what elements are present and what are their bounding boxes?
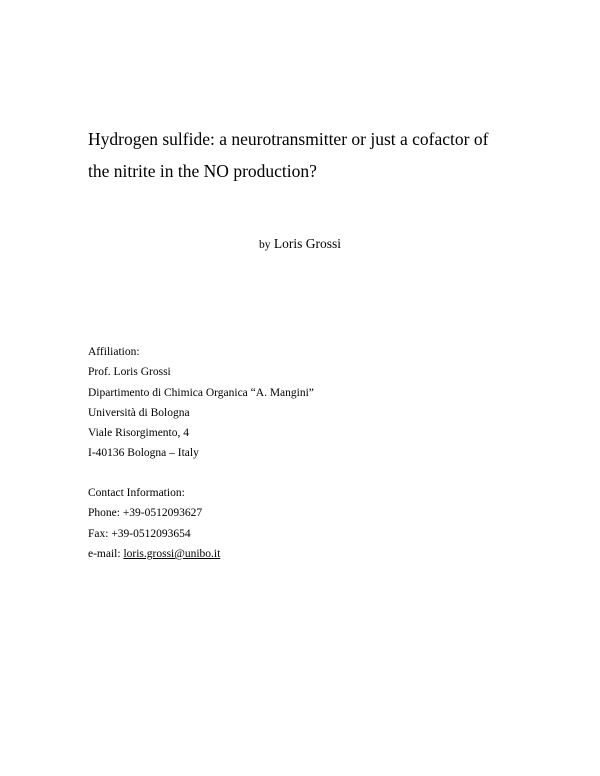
paper-title: [88, 123, 528, 187]
affiliation-heading: Affiliation:: [88, 346, 140, 358]
affiliation-department: Dipartimento di Chimica Organica “A. Mangini”: [88, 386, 314, 399]
author-name: Loris Grossi: [273, 236, 341, 251]
email-label: e-mail:: [88, 547, 124, 560]
contact-phone: Phone: +39-0512093627: [88, 507, 203, 520]
byline-prefix: by: [259, 239, 271, 251]
email-link[interactable]: loris.grossi@unibo.it: [123, 547, 221, 560]
affiliation-name: Prof. Loris Grossi: [88, 366, 171, 379]
byline: [0, 236, 600, 252]
title-line-2: the nitrite in the NO production?: [88, 161, 317, 181]
contact-email-line: [88, 544, 220, 564]
contact-heading: Contact Information:: [88, 487, 185, 499]
affiliation-block: [88, 342, 314, 464]
contact-block: [88, 483, 220, 564]
title-line-1: Hydrogen sulfide: a neurotransmitter or just a cofactor of: [88, 129, 489, 149]
contact-fax: Fax: +39-0512093654: [88, 527, 191, 540]
affiliation-city: I-40136 Bologna – Italy: [88, 447, 199, 460]
affiliation-university: Università di Bologna: [88, 406, 190, 419]
affiliation-street: Viale Risorgimento, 4: [88, 427, 189, 440]
